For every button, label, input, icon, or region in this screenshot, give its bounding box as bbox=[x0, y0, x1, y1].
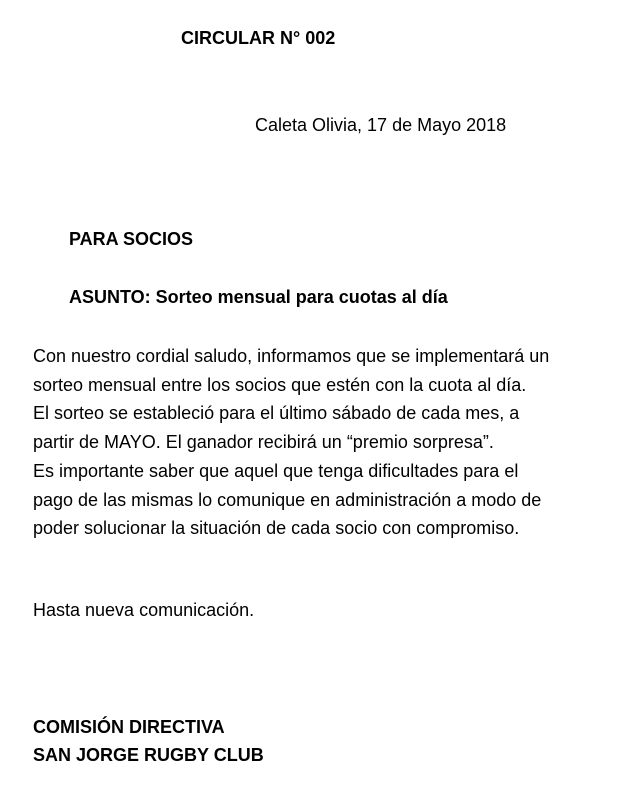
subject-heading: ASUNTO: Sorteo mensual para cuotas al día bbox=[69, 287, 448, 307]
body-paragraph bbox=[33, 342, 549, 543]
signature-club-name: SAN JORGE RUGBY CLUB bbox=[33, 745, 264, 765]
closing-line: Hasta nueva comunicación. bbox=[33, 600, 255, 620]
body-line: partir de MAYO. El ganador recibirá un “premio sorpresa”. bbox=[33, 432, 494, 453]
date-line: Caleta Olivia, 17 de Mayo 2018 bbox=[255, 115, 507, 135]
signature-block bbox=[33, 713, 264, 769]
circular-title: CIRCULAR N° 002 bbox=[181, 28, 336, 48]
signature-committee: COMISIÓN DIRECTIVA bbox=[33, 717, 225, 737]
body-line: El sorteo se estableció para el último sábado de cada mes, a bbox=[33, 403, 520, 424]
body-line: Es importante saber que aquel que tenga dificultades para el bbox=[33, 460, 519, 481]
body-line: Con nuestro cordial saludo, informamos que se implementará un bbox=[33, 346, 550, 366]
body-line: pago de las mismas lo comunique en administración a modo de bbox=[33, 489, 542, 510]
recipients-heading: PARA SOCIOS bbox=[69, 229, 194, 249]
body-line: poder solucionar la situación de cada socio con compromiso. bbox=[33, 518, 520, 539]
body-line: sorteo mensual entre los socios que estén con la cuota al día. bbox=[33, 374, 527, 395]
